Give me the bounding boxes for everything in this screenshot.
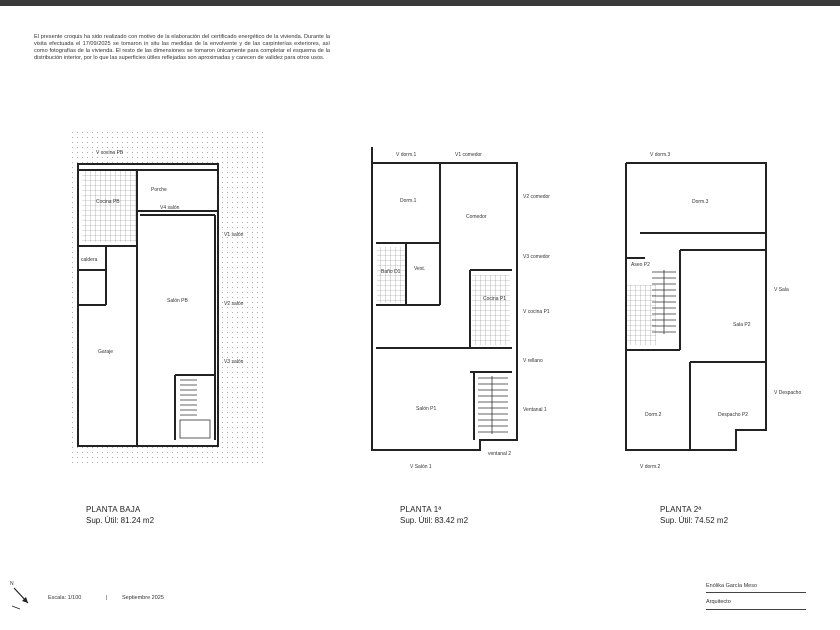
label-v-dorm1: V dorm.1 xyxy=(396,152,417,158)
cocina-tiles xyxy=(82,170,136,242)
stairs-p1 xyxy=(478,376,508,434)
bano-tiles xyxy=(377,247,405,303)
label-v1-comedor: V1 comedor xyxy=(455,152,482,158)
label-v1-salon: V1 salón xyxy=(224,232,244,238)
label-vest: Vest. xyxy=(414,266,426,272)
plan-area-p2: Sup. Útil: 74.52 m2 xyxy=(660,516,729,525)
label-v3-comedor: V3 comedor xyxy=(523,254,550,260)
plan-area-p1: Sup. Útil: 83.42 m2 xyxy=(400,516,469,525)
label-comedor: Comedor xyxy=(466,214,487,220)
signature-line xyxy=(706,592,806,593)
north-label: N xyxy=(10,581,14,587)
label-v4-salon: V4 salón xyxy=(160,205,180,211)
intro-paragraph: El presente croquis ha sido realizado con motivo de la elaboración del certificado energético de la vivienda. Durante la visita efectuada el 17/09/2025 se tomaron in situ las medidas de la envolvente y de las carpinterías exteriores, así como fotografías de la vivienda. El resto de las dimensiones se tomaron únicamente para completar el esquema de la distribución interior, por lo que las superficies útiles reflejadas son aproximadas y carecen de validez para otros usos. xyxy=(34,34,330,62)
label-sala-p2: Sala P2 xyxy=(733,322,751,328)
plan-title-p1: PLANTA 1ª xyxy=(400,505,442,514)
label-v-salon-1: V Salón 1 xyxy=(410,464,432,470)
label-v-cocina-p1: V cocina P1 xyxy=(523,309,550,315)
label-v-rellano: V rellano xyxy=(523,358,543,364)
label-v-despacho: V Despacho xyxy=(774,390,802,396)
label-dorm3: Dorm.3 xyxy=(692,199,709,205)
plan-planta-1 xyxy=(372,147,550,470)
label-bano-d1: Baño D1 xyxy=(381,269,401,275)
label-caldera: caldera xyxy=(81,257,98,263)
label-porche: Porche xyxy=(151,187,167,193)
date-text: Septiembre 2025 xyxy=(122,595,164,601)
label-salon-p1: Salón P1 xyxy=(416,406,437,412)
label-dorm2: Dorm.2 xyxy=(645,412,662,418)
footer-separator: | xyxy=(106,595,108,601)
label-v3-salon: V3 salón xyxy=(224,359,244,365)
label-v2-comedor: V2 comedor xyxy=(523,194,550,200)
label-ventanal-2: ventanal 2 xyxy=(488,451,512,457)
author-name: Enólika García Meso xyxy=(706,583,758,589)
label-v-dorm2: V dorm.2 xyxy=(640,464,661,470)
label-v-sala: V Sala xyxy=(774,287,789,293)
plan-planta-baja xyxy=(70,131,266,467)
label-v-dorm3: V dorm.3 xyxy=(650,152,671,158)
label-garaje: Garaje xyxy=(98,349,114,355)
plan-title-baja: PLANTA BAJA xyxy=(86,505,141,514)
label-cocina-p1: Cocina P1 xyxy=(483,296,507,302)
scale-text: Escala: 1/100 xyxy=(48,595,82,601)
label-despacho-p2: Despacho P2 xyxy=(718,412,749,418)
label-salon-pb: Salón PB xyxy=(167,298,188,304)
label-cocina-pb: Cocina PB xyxy=(96,199,120,205)
author-role: Arquitecto xyxy=(706,599,731,605)
plan-title-p2: PLANTA 2ª xyxy=(660,505,702,514)
north-arrow-icon xyxy=(10,581,28,609)
label-ventanal-1: Ventanal 1 xyxy=(523,407,547,413)
signature-underline xyxy=(706,609,806,610)
label-v2-salon: V2 salón xyxy=(224,301,244,307)
aseo-tiles xyxy=(626,285,656,345)
label-aseo-p2: Aseo P2 xyxy=(631,262,650,268)
label-dorm1: Dorm.1 xyxy=(400,198,417,204)
cocina-p1-tiles xyxy=(472,275,510,345)
plan-area-baja: Sup. Útil: 81.24 m2 xyxy=(86,516,155,525)
label-v-cocina-pb: V cocina PB xyxy=(96,150,124,156)
plan-planta-2 xyxy=(626,152,801,470)
